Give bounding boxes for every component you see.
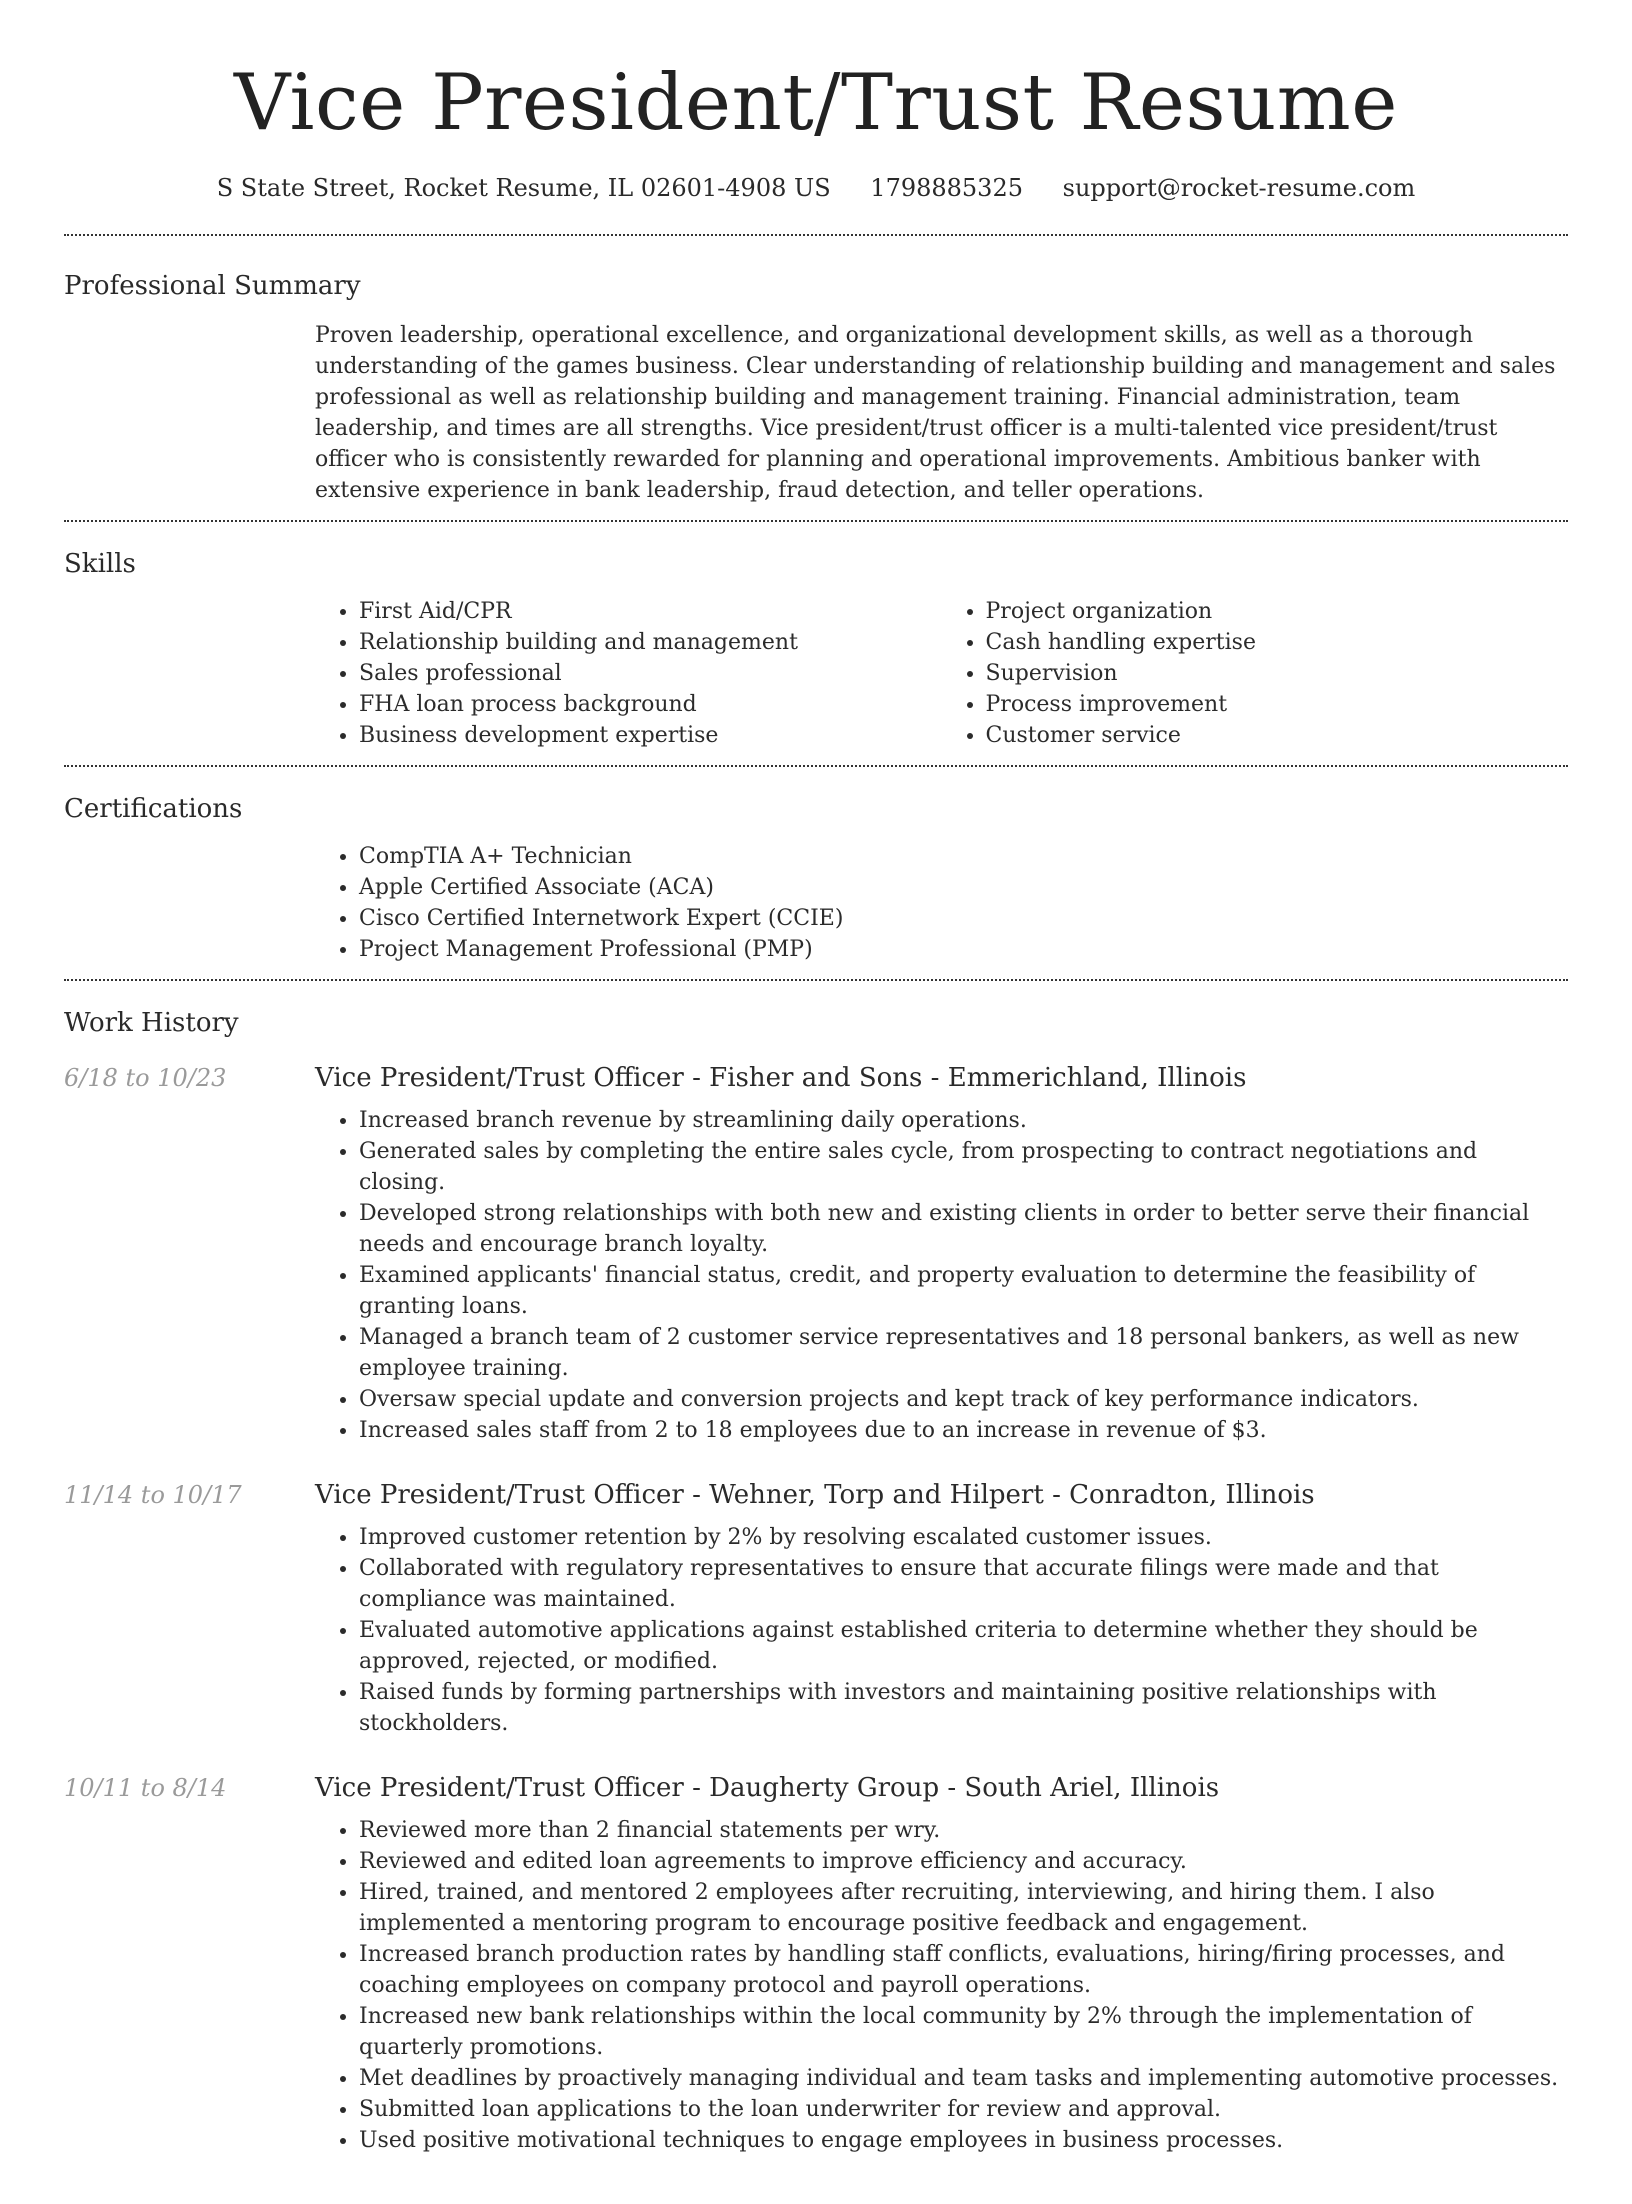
summary-text: Proven leadership, operational excellence, and organizational development skills, as well as a thorough understanding of the games business. Clear understanding of relationship building and management and sales professional as well as relationship building and management training. Financial administration, team leadership, and times are all strengths. Vice president/trust officer is a multi-talented vice president/trust officer who is consistently rewarded for planning and operational improvements. Ambitious banker with extensive experience in bank leadership, fraud detection, and teller operations. bbox=[315, 323, 1556, 503]
list-item: • Sales professional bbox=[359, 658, 942, 689]
skills-section bbox=[64, 522, 1568, 765]
skills-heading: Skills bbox=[64, 549, 136, 579]
list-item: • Increased branch revenue by streamlining daily operations. bbox=[359, 1105, 1568, 1136]
list-item: • Supervision bbox=[986, 658, 1569, 689]
list-item: • Process improvement bbox=[986, 689, 1569, 720]
list-item: • Cash handling expertise bbox=[986, 627, 1569, 658]
job-title: Vice President/Trust Officer - Daugherty Group - South Ariel, Illinois bbox=[315, 1773, 1220, 1803]
contact-line bbox=[64, 170, 1568, 206]
job-title: Vice President/Trust Officer - Wehner, Torp and Hilpert - Conradton, Illinois bbox=[315, 1480, 1315, 1510]
list-item: • Project Management Professional (PMP) bbox=[359, 934, 1568, 965]
list-item: • Managed a branch team of 2 customer service representatives and 18 personal bankers, as well as new employee training. bbox=[359, 1322, 1568, 1384]
list-item: • Reviewed and edited loan agreements to improve efficiency and accuracy. bbox=[359, 1846, 1568, 1877]
list-item: • Collaborated with regulatory representatives to ensure that accurate filings were made and that compliance was maintained. bbox=[359, 1553, 1568, 1615]
list-item: • Generated sales by completing the entire sales cycle, from prospecting to contract negotiations and closing. bbox=[359, 1136, 1568, 1198]
job-bullets bbox=[315, 1105, 1568, 1446]
list-item: • Hired, trained, and mentored 2 employees after recruiting, interviewing, and hiring them. I also implemented a mentoring program to encourage positive feedback and engagement. bbox=[359, 1877, 1568, 1939]
list-item: • Developed strong relationships with both new and existing clients in order to better serve their financial needs and encourage branch loyalty. bbox=[359, 1198, 1568, 1260]
skills-body bbox=[315, 596, 1568, 751]
work-section bbox=[64, 981, 1568, 2204]
job-header bbox=[64, 1480, 1568, 1510]
contact-phone: 1798885325 bbox=[870, 174, 1023, 202]
contact-address: S State Street, Rocket Resume, IL 02601-4908 US bbox=[216, 174, 831, 202]
job-body bbox=[315, 1815, 1568, 2156]
job-bullets bbox=[315, 1815, 1568, 2156]
list-item: • Raised funds by forming partnerships with investors and maintaining positive relationships with stockholders. bbox=[359, 1677, 1568, 1739]
list-item: • Increased branch production rates by handling staff conflicts, evaluations, hiring/firing processes, and coaching employees on company protocol and payroll operations. bbox=[359, 1939, 1568, 2001]
list-item: • CompTIA A+ Technician bbox=[359, 841, 1568, 872]
certifications-body bbox=[315, 841, 1568, 965]
list-item: • Evaluated automotive applications against established criteria to determine whether they should be approved, rejected, or modified. bbox=[359, 1615, 1568, 1677]
list-item: • Business development expertise bbox=[359, 720, 942, 751]
job-entry bbox=[64, 1063, 1568, 1446]
job-bullets bbox=[315, 1522, 1568, 1739]
list-item: • Increased new bank relationships within the local community by 2% through the implementation of quarterly promotions. bbox=[359, 2001, 1568, 2063]
certifications-section bbox=[64, 767, 1568, 979]
list-item: • Customer service bbox=[986, 720, 1569, 751]
job-body bbox=[315, 1522, 1568, 1739]
job-header bbox=[64, 1063, 1568, 1093]
certifications-heading: Certifications bbox=[64, 794, 243, 824]
list-item: • Project organization bbox=[986, 596, 1569, 627]
list-item: • Met deadlines by proactively managing individual and team tasks and implementing automotive processes. bbox=[359, 2063, 1568, 2094]
resume-title: Vice President/Trust Resume bbox=[234, 58, 1398, 148]
summary-body bbox=[315, 320, 1568, 506]
list-item: • Apple Certified Associate (ACA) bbox=[359, 872, 1568, 903]
list-item: • Examined applicants' financial status, credit, and property evaluation to determine the feasibility of granting loans. bbox=[359, 1260, 1568, 1322]
contact-email: support@rocket-resume.com bbox=[1062, 174, 1416, 202]
summary-heading: Professional Summary bbox=[64, 271, 361, 301]
list-item: • Submitted loan applications to the loan underwriter for review and approval. bbox=[359, 2094, 1568, 2125]
list-item: • First Aid/CPR bbox=[359, 596, 942, 627]
list-item: • FHA loan process background bbox=[359, 689, 942, 720]
list-item: • Oversaw special update and conversion projects and kept track of key performance indicators. bbox=[359, 1384, 1568, 1415]
skills-list-left bbox=[315, 596, 942, 751]
job-entry bbox=[64, 1480, 1568, 1739]
list-item: • Improved customer retention by 2% by resolving escalated customer issues. bbox=[359, 1522, 1568, 1553]
summary-section bbox=[64, 236, 1568, 520]
list-item: • Reviewed more than 2 financial statements per wry. bbox=[359, 1815, 1568, 1846]
work-heading: Work History bbox=[64, 1008, 239, 1038]
job-body bbox=[315, 1105, 1568, 1446]
job-dates: 10/11 to 8/14 bbox=[64, 1774, 227, 1802]
skills-list-right bbox=[942, 596, 1569, 751]
job-dates: 11/14 to 10/17 bbox=[64, 1481, 242, 1509]
certifications-list bbox=[315, 841, 1568, 965]
job-entry bbox=[64, 1773, 1568, 2156]
list-item: • Relationship building and management bbox=[359, 627, 942, 658]
job-title: Vice President/Trust Officer - Fisher and Sons - Emmerichland, Illinois bbox=[315, 1063, 1247, 1093]
list-item: • Increased sales staff from 2 to 18 employees due to an increase in revenue of $3. bbox=[359, 1415, 1568, 1446]
list-item: • Used positive motivational techniques to engage employees in business processes. bbox=[359, 2125, 1568, 2156]
list-item: • Cisco Certified Internetwork Expert (CCIE) bbox=[359, 903, 1568, 934]
job-dates: 6/18 to 10/23 bbox=[64, 1064, 227, 1092]
job-header bbox=[64, 1773, 1568, 1803]
